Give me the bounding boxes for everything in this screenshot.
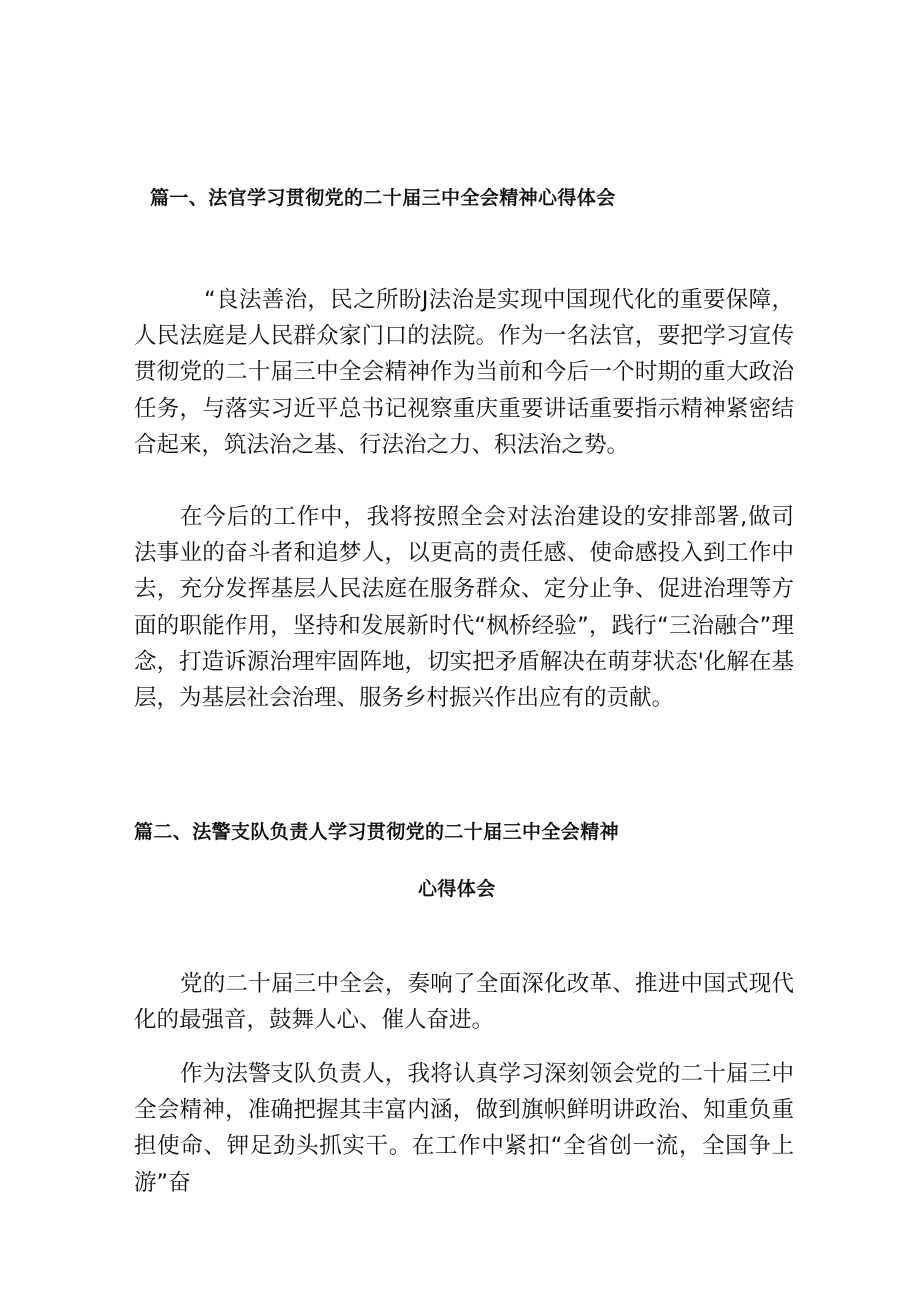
section1-paragraph-1: “良法善治，民之所盼J法治是实现中国现代化的重要保障，人民法庭是人民群众家门口的法院。作为一名法官，要把学习宣传贯彻党的二十届三中全会精神作为当前和今后一个时期的重大政治任务，与落实习近平总书记视察重庆重要讲话重要指示精神紧密结合起来，筑法治之基、行法治之力、积法治之势。 <box>134 287 794 458</box>
section1-title: 篇一、法官学习贯彻党的二十届三中全会精神心得体会 <box>150 187 616 209</box>
section1-paragraph-2: 在今后的工作中，我将按照全会对法治建设的安排部署,做司法事业的奋斗者和追梦人，以更高的责任感、使命感投入到工作中去，充分发挥基层人民法庭在服务群众、定分止争、促进治理等方面的职能作用，坚持和发展新时代“枫桥经验”，践行“三治融合”理念，打造诉源治理牢固阵地，切实把矛盾解决在萌芽状态'化解在基层，为基层社会治理、服务乡村振兴作出应有的贡献。 <box>134 504 794 712</box>
section2-paragraph-2: 作为法警支队负责人，我将认真学习深刻领会党的二十届三中全会精神，准确把握其丰富内涵，做到旗帜鲜明讲政治、知重负重担使命、钾足劲头抓实干。在工作中紧扣“全省创一流，全国争上游”奋 <box>134 1061 794 1196</box>
section2-title-line1: 篇二、法警支队负责人学习贯彻党的二十届三中全会精神 <box>134 821 620 843</box>
section2-title-line2: 心得体会 <box>418 878 496 900</box>
section2-paragraph-1: 党的二十届三中全会，奏响了全面深化改革、推进中国式现代化的最强音，鼓舞人心、催人奋进。 <box>134 971 794 1034</box>
